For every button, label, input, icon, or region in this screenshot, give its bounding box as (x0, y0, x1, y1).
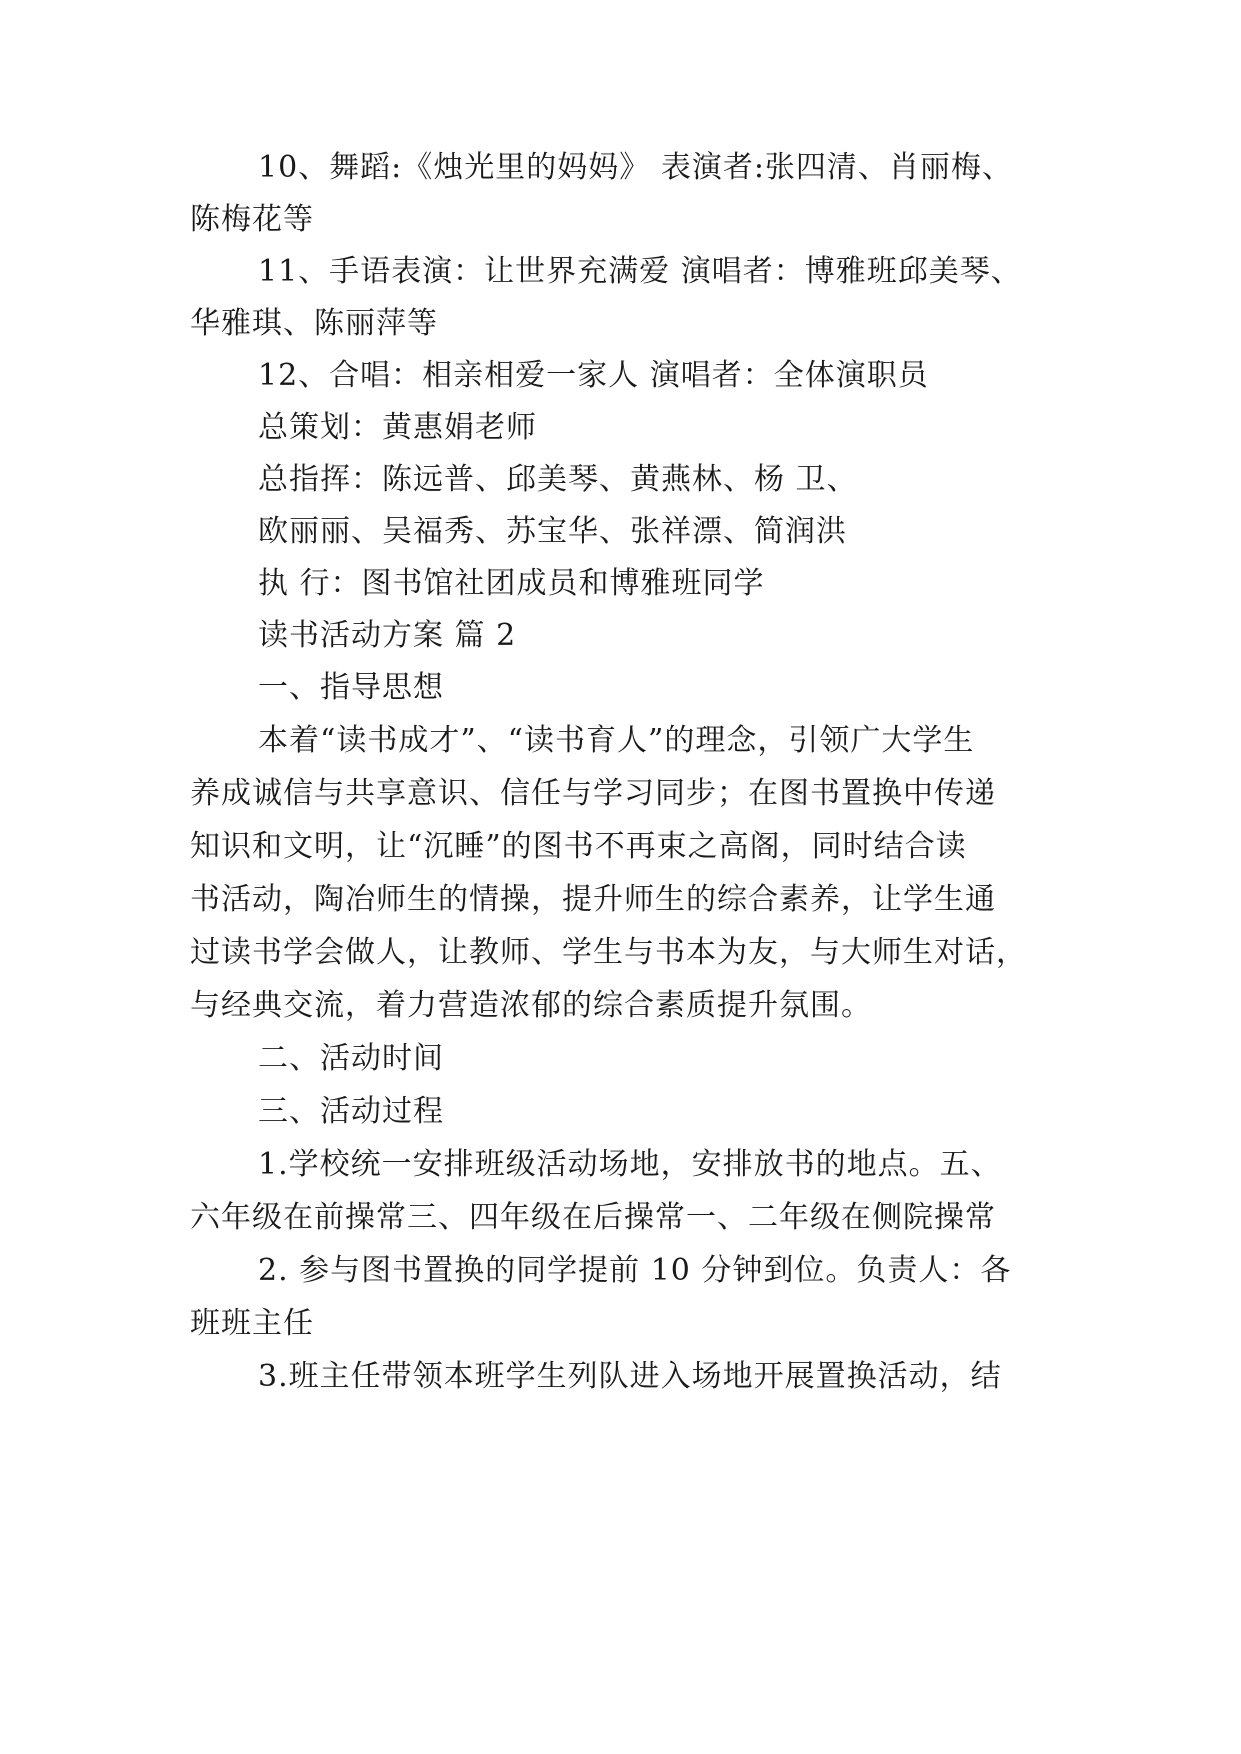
paragraph-line: 书活动，陶冶师生的情操，提升师生的综合素养，让学生通 (190, 882, 996, 917)
program-item-11: 11、手语表演：让世界充满爱 演唱者：博雅班邱美琴、 (258, 254, 1022, 289)
process-step-1-cont: 六年级在前操常三、四年级在后操常一、二年级在侧院操常 (190, 1200, 996, 1235)
paragraph-line: 知识和文明，让“沉睡”的图书不再束之高阁，同时结合读 (190, 829, 967, 864)
heading-guiding-ideology: 一、指导思想 (258, 670, 444, 705)
process-step-2-cont: 班班主任 (190, 1306, 314, 1341)
executors: 执 行：图书馆社团成员和博雅班同学 (258, 566, 765, 601)
chief-director-cont: 欧丽丽、吴福秀、苏宝华、张祥漂、简润洪 (258, 514, 847, 549)
chief-director: 总指挥：陈远普、邱美琴、黄燕林、杨 卫、 (258, 462, 858, 497)
paragraph-line: 本着“读书成才”、“读书育人”的理念，引领广大学生 (258, 723, 975, 758)
program-item-10-cont: 陈梅花等 (190, 202, 314, 237)
process-step-2: 2. 参与图书置换的同学提前 10 分钟到位。负责人：各 (258, 1253, 1012, 1288)
process-step-3: 3.班主任带领本班学生列队进入场地开展置换活动，结 (258, 1359, 1002, 1394)
program-item-10: 10、舞蹈:《烛光里的妈妈》 表演者:张四清、肖丽梅、 (258, 150, 1013, 185)
chief-planner: 总策划：黄惠娟老师 (258, 410, 537, 445)
heading-activity-time: 二、活动时间 (258, 1041, 444, 1076)
paragraph-line: 过读书学会做人，让教师、学生与书本为友，与大师生对话， (190, 935, 1027, 970)
paragraph-line: 养成诚信与共享意识、信任与学习同步；在图书置换中传递 (190, 776, 996, 811)
program-item-11-cont: 华雅琪、陈丽萍等 (190, 306, 438, 341)
heading-activity-process: 三、活动过程 (258, 1094, 444, 1129)
program-item-12: 12、合唱：相亲相爱一家人 演唱者：全体演职员 (258, 358, 929, 393)
process-step-1: 1.学校统一安排班级活动场地，安排放书的地点。五、 (258, 1147, 1002, 1182)
section-title: 读书活动方案 篇 2 (258, 618, 517, 653)
paragraph-line: 与经典交流，着力营造浓郁的综合素质提升氛围。 (190, 988, 872, 1023)
